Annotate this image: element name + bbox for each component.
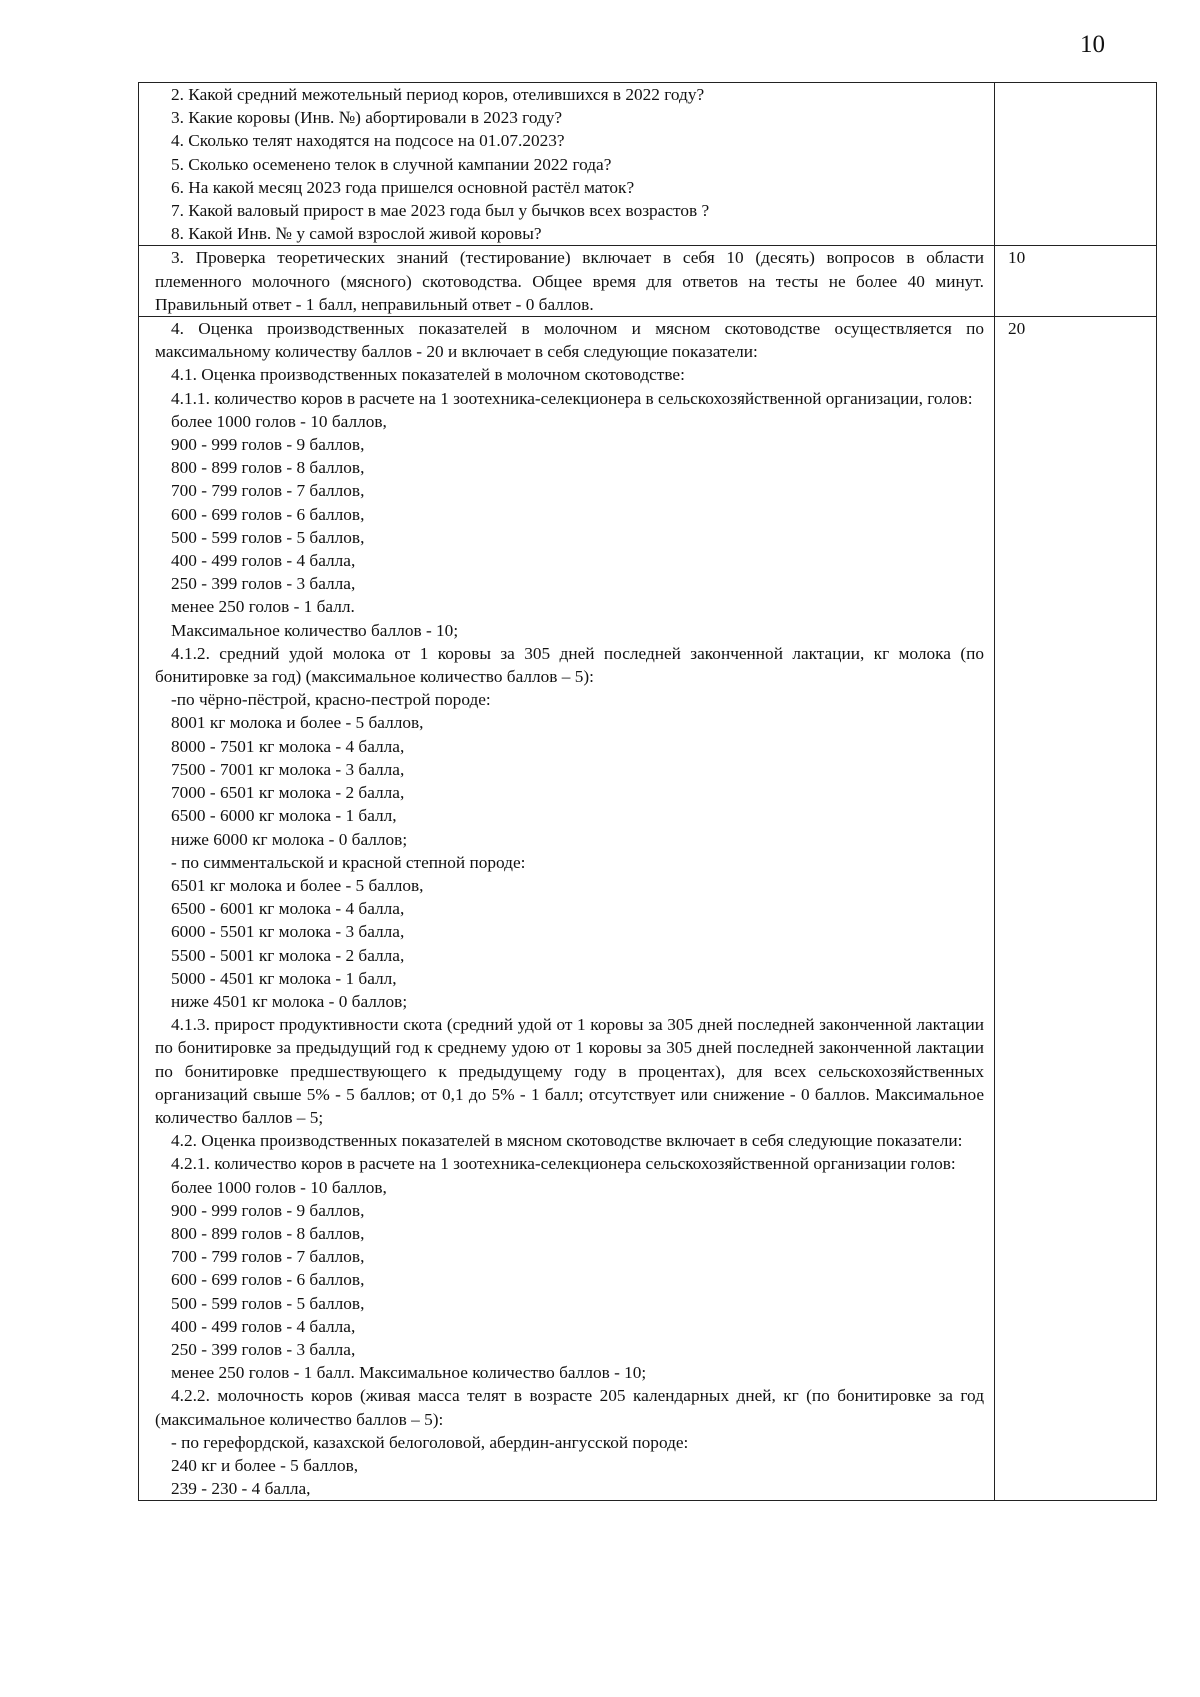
- text-paragraph: 4.2. Оценка производственных показателей в мясном скотоводстве включает в себя следующие показатели:: [171, 1131, 963, 1151]
- text-line: 400 - 499 голов - 4 балла,: [171, 551, 356, 571]
- text-line: ниже 6000 кг молока - 0 баллов;: [171, 829, 408, 849]
- text-line: 500 - 599 голов - 5 баллов,: [171, 1293, 365, 1313]
- question-line: 6. На какой месяц 2023 года пришелся основной растёл маток?: [171, 177, 635, 197]
- row-3-score-cell: 20: [995, 317, 1157, 1501]
- text-line: более 1000 голов - 10 баллов,: [171, 411, 387, 431]
- question-line: 5. Сколько осеменено телок в случной кампании 2022 года?: [171, 154, 612, 174]
- table-row: [139, 246, 1157, 317]
- question-line: 2. Какой средний межотельный период коров, отелившихся в 2022 году?: [171, 85, 705, 104]
- text-line: более 1000 голов - 10 баллов,: [171, 1177, 387, 1197]
- text-line: - по герефордской, казахской белоголовой, абердин-ангусской породе:: [171, 1432, 689, 1452]
- text-line: 250 - 399 голов - 3 балла,: [171, 574, 356, 594]
- text-paragraph: 4. Оценка производственных показателей в молочном и мясном скотоводстве осуществляется по максимальному количеству баллов - 20 и включает в себя следующие показатели:: [155, 319, 984, 362]
- text-line: 6501 кг молока и более - 5 баллов,: [171, 875, 424, 895]
- text-line: 7000 - 6501 кг молока - 2 балла,: [171, 783, 405, 803]
- text-line: 600 - 699 голов - 6 баллов,: [171, 504, 365, 524]
- text-line: 800 - 899 голов - 8 баллов,: [171, 458, 365, 478]
- text-line: 5500 - 5001 кг молока - 2 балла,: [171, 945, 405, 965]
- text-line: - по симментальской и красной степной породе:: [171, 852, 526, 872]
- question-line: 3. Какие коровы (Инв. №) абортировали в 2023 году?: [171, 108, 563, 128]
- text-line: 8001 кг молока и более - 5 баллов,: [171, 713, 424, 733]
- row-1-text-cell: [139, 83, 995, 246]
- text-line: 240 кг и более - 5 баллов,: [171, 1455, 359, 1475]
- text-line: 900 - 999 голов - 9 баллов,: [171, 1200, 365, 1220]
- text-line: менее 250 голов - 1 балл. Максимальное количество баллов - 10;: [171, 1363, 647, 1383]
- text-line: 239 - 230 - 4 балла,: [171, 1479, 311, 1499]
- text-line: 6500 - 6000 кг молока - 1 балл,: [171, 806, 397, 826]
- table-row: [139, 317, 1157, 1501]
- text-paragraph: 4.1.3. прирост продуктивности скота (средний удой от 1 коровы за 305 дней последней законченной лактации по бонитировке за предыдущий год к среднему удою от 1 коровы за 305 дней последней законченной лактации по бонитировке предшествующего к предыдущему году в процентах), для всех сельскохозяйственных организаций свыше 5% - 5 баллов; от 0,1 до 5% - 1 балл; отсутствует или снижение - 0 баллов. Максимальное количество баллов – 5;: [155, 1015, 984, 1127]
- row-3-text-cell: [139, 317, 995, 1501]
- text-line: -по чёрно-пёстрой, красно-пестрой породе:: [171, 690, 491, 710]
- testing-paragraph: 3. Проверка теоретических знаний (тестирование) включает в себя 10 (десять) вопросов в области племенного молочного (мясного) скотоводства. Общее время для ответов на тесты не более 40 минут. Правильный ответ - 1 балл, неправильный ответ - 0 баллов.: [155, 248, 984, 314]
- page-number: 10: [1080, 31, 1105, 58]
- question-line: 8. Какой Инв. № у самой взрослой живой коровы?: [171, 224, 542, 244]
- row-2-text-cell: [139, 246, 995, 317]
- text-line: 6500 - 6001 кг молока - 4 балла,: [171, 899, 405, 919]
- text-line: 800 - 899 голов - 8 баллов,: [171, 1223, 365, 1243]
- text-line: 700 - 799 голов - 7 баллов,: [171, 1247, 365, 1267]
- text-line: 900 - 999 голов - 9 баллов,: [171, 435, 365, 455]
- table-row: [139, 83, 1157, 246]
- question-line: 7. Какой валовый прирост в мае 2023 года был у бычков всех возрастов ?: [171, 201, 710, 221]
- text-paragraph: 4.2.1. количество коров в расчете на 1 зоотехника-селекционера сельскохозяйственной организации голов:: [171, 1154, 956, 1174]
- text-line: 8000 - 7501 кг молока - 4 балла,: [171, 736, 405, 756]
- text-line: 4.1. Оценка производственных показателей в молочном скотоводстве:: [171, 365, 685, 385]
- row-1-score-cell: [995, 83, 1157, 246]
- text-line: менее 250 голов - 1 балл.: [171, 597, 355, 617]
- text-line: Максимальное количество баллов - 10;: [171, 620, 459, 640]
- row-2-score-cell: 10: [995, 246, 1157, 317]
- text-line: 700 - 799 голов - 7 баллов,: [171, 481, 365, 501]
- text-line: 7500 - 7001 кг молока - 3 балла,: [171, 759, 405, 779]
- text-line: 250 - 399 голов - 3 балла,: [171, 1339, 356, 1359]
- question-line: 4. Сколько телят находятся на подсосе на 01.07.2023?: [171, 131, 565, 151]
- text-line: 400 - 499 голов - 4 балла,: [171, 1316, 356, 1336]
- text-paragraph: 4.1.1. количество коров в расчете на 1 зоотехника-селекционера в сельскохозяйственной организации, голов:: [171, 388, 973, 408]
- text-line: 6000 - 5501 кг молока - 3 балла,: [171, 922, 405, 942]
- text-line: 500 - 599 голов - 5 баллов,: [171, 527, 365, 547]
- text-paragraph: 4.2.2. молочность коров (живая масса телят в возрасте 205 календарных дней, кг (по бонитировке за год (максимальное количество баллов – 5):: [155, 1386, 984, 1429]
- criteria-table: [138, 82, 1157, 1501]
- text-line: 600 - 699 голов - 6 баллов,: [171, 1270, 365, 1290]
- text-line: ниже 4501 кг молока - 0 баллов;: [171, 991, 408, 1011]
- text-paragraph: 4.1.2. средний удой молока от 1 коровы за 305 дней последней законченной лактации, кг молока (по бонитировке за год) (максимальное количество баллов – 5):: [155, 643, 984, 687]
- text-line: 5000 - 4501 кг молока - 1 балл,: [171, 968, 397, 988]
